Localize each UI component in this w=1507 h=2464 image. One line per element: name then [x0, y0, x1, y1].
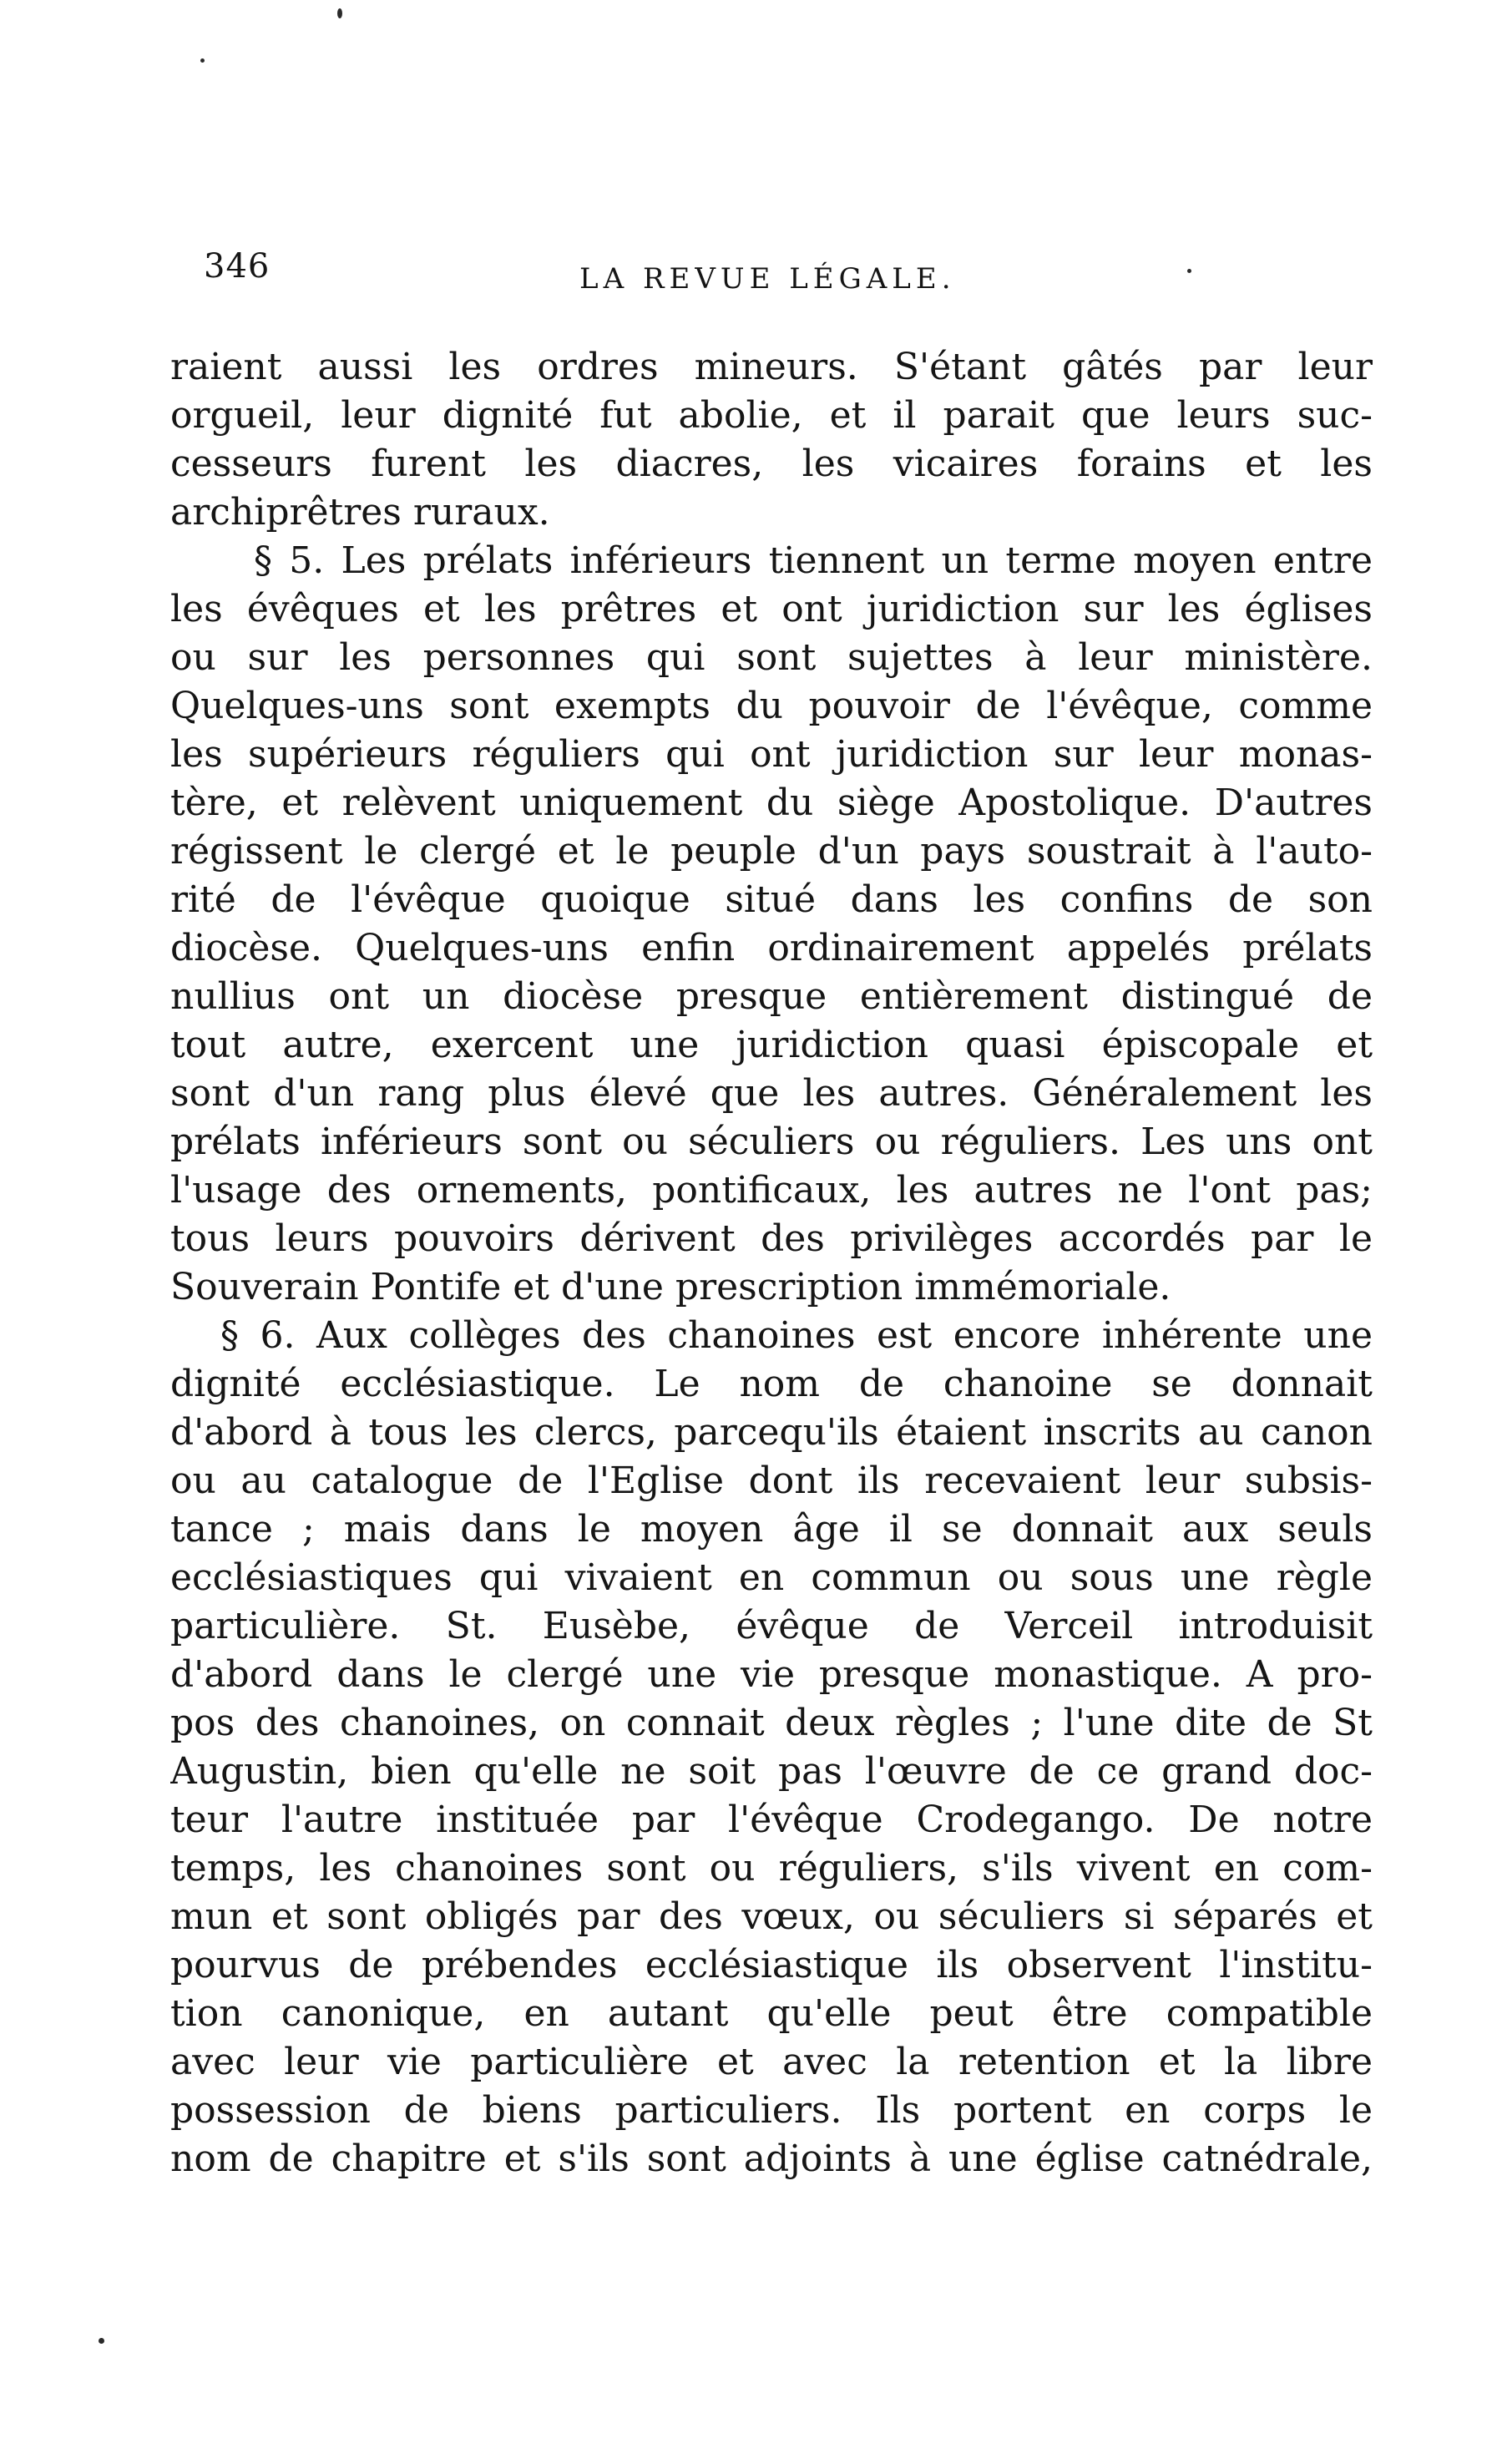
- text-line: § 5. Les prélats inférieurs tiennent un terme moyen entre: [254, 539, 1373, 582]
- text-line: nullius ont un diocèse presque entièrement distingué de: [170, 975, 1373, 1018]
- text-line: d'abord à tous les clercs, parcequ'ils étaient inscrits au canon: [170, 1411, 1373, 1454]
- text-line: diocèse. Quelques-uns enfin ordinairement appelés prélats: [170, 927, 1373, 969]
- text-line: particulière. St. Eusèbe, évêque de Verceil introduisit: [170, 1605, 1373, 1647]
- text-line: orgueil, leur dignité fut abolie, et il parait que leurs suc-: [170, 394, 1373, 437]
- text-line: ecclésiastiques qui vivaient en commun ou sous une règle: [170, 1556, 1373, 1599]
- text-line: tion canonique, en autant qu'elle peut être compatible: [170, 1992, 1373, 2035]
- text-line: nom de chapitre et s'ils sont adjoints à une église catnédrale,: [170, 2138, 1373, 2180]
- text-line: ou sur les personnes qui sont sujettes à leur ministère.: [170, 636, 1373, 679]
- running-title: LA REVUE LÉGALE.: [579, 262, 956, 296]
- ink-speck-top: [337, 8, 342, 18]
- text-line: tout autre, exercent une juridiction quasi épiscopale et: [170, 1024, 1373, 1066]
- text-line: avec leur vie particulière et avec la retention et la libre: [170, 2041, 1373, 2083]
- text-line: cesseurs furent les diacres, les vicaires forains et les: [170, 443, 1373, 485]
- text-line: rité de l'évêque quoique situé dans les confins de son: [170, 878, 1373, 921]
- text-line: pos des chanoines, on connait deux règles ; l'une dite de St: [170, 1702, 1373, 1744]
- text-line: tous leurs pouvoirs dérivent des privilèges accordés par le: [170, 1217, 1373, 1260]
- ink-speck-top-small: [200, 58, 205, 63]
- text-line: temps, les chanoines sont ou réguliers, s'ils vivent en com-: [170, 1847, 1373, 1890]
- text-line: possession de biens particuliers. Ils portent en corps le: [170, 2089, 1373, 2132]
- text-line: dignité ecclésiastique. Le nom de chanoine se donnait: [170, 1363, 1373, 1405]
- text-line: ou au catalogue de l'Eglise dont ils recevaient leur subsis-: [170, 1460, 1373, 1502]
- text-line: sont d'un rang plus élevé que les autres. Généralement les: [170, 1072, 1373, 1115]
- page-number: 346: [204, 247, 271, 286]
- text-line: raient aussi les ordres mineurs. S'étant gâtés par leur: [170, 346, 1373, 388]
- text-line: Souverain Pontife et d'une prescription immémoriale.: [170, 1266, 1171, 1308]
- text-line: tère, et relèvent uniquement du siège Apostolique. D'autres: [170, 782, 1373, 824]
- text-line: archiprêtres ruraux.: [170, 491, 550, 534]
- ink-speck-margin: [99, 2338, 104, 2344]
- page-header: [204, 247, 1414, 314]
- text-line: Quelques-uns sont exempts du pouvoir de l'évêque, comme: [170, 685, 1373, 727]
- text-line: mun et sont obligés par des vœux, ou séculiers si séparés et: [170, 1895, 1373, 1938]
- text-line: régissent le clergé et le peuple d'un pays soustrait à l'auto-: [170, 830, 1373, 873]
- text-line: l'usage des ornements, pontificaux, les autres ne l'ont pas;: [170, 1169, 1373, 1212]
- text-line: prélats inférieurs sont ou séculiers ou réguliers. Les uns ont: [170, 1121, 1373, 1163]
- text-line: les évêques et les prêtres et ont juridiction sur les églises: [170, 588, 1373, 630]
- text-line: pourvus de prébendes ecclésiastique ils observent l'institu-: [170, 1944, 1373, 1986]
- text-line: § 6. Aux collèges des chanoines est encore inhérente une: [220, 1314, 1373, 1357]
- text-line: tance ; mais dans le moyen âge il se donnait aux seuls: [170, 1508, 1373, 1551]
- text-line: teur l'autre instituée par l'évêque Crodegango. De notre: [170, 1799, 1373, 1841]
- text-line: Augustin, bien qu'elle ne soit pas l'œuvre de ce grand doc-: [170, 1750, 1373, 1793]
- text-line: les supérieurs réguliers qui ont juridiction sur leur monas-: [170, 733, 1373, 776]
- text-line: d'abord dans le clergé une vie presque monastique. A pro-: [170, 1653, 1373, 1696]
